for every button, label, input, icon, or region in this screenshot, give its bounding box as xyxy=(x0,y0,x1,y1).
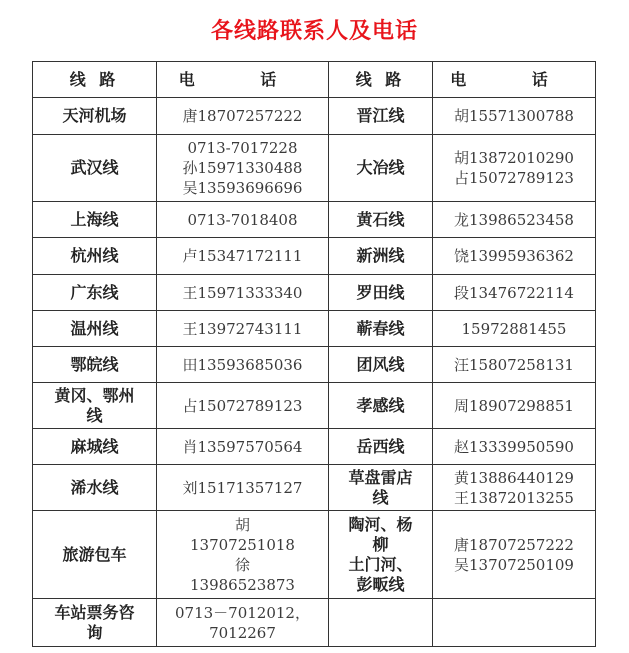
cell-phone-left xyxy=(157,511,329,599)
route-name: 杭州线 xyxy=(70,246,119,265)
phone-number: 田13593685036 xyxy=(182,355,303,374)
phone-number: 0713-7017228 xyxy=(187,139,298,157)
cell-phone-right xyxy=(433,311,596,347)
route-name: 上海线 xyxy=(70,209,119,229)
phone-number: 占15072789123 xyxy=(454,169,574,187)
route-name: 浠水线 xyxy=(70,477,119,497)
phone-number: 胡13872010290 xyxy=(454,149,574,167)
phone-number: 13986523873 xyxy=(190,575,295,594)
route-name: 蕲春线 xyxy=(356,318,405,338)
table-header-row xyxy=(33,62,596,98)
route-name: 土门河、 xyxy=(348,554,413,574)
cell-route-left xyxy=(33,202,157,238)
table-row xyxy=(33,347,596,383)
route-name: 麻城线 xyxy=(70,436,119,456)
header-phone-left: 电 话 xyxy=(157,62,329,98)
cell-phone-left xyxy=(157,275,329,311)
table-row xyxy=(33,383,596,429)
phone-number: 徐 xyxy=(234,555,250,574)
route-name: 彭畈线 xyxy=(356,574,405,594)
cell-route-left xyxy=(33,429,157,465)
phone-number: 13707251018 xyxy=(190,535,295,554)
phone-number: 吴13707250109 xyxy=(454,555,574,574)
cell-route-left xyxy=(33,311,157,347)
phone-number: 龙13986523458 xyxy=(454,210,574,229)
cell-route-right xyxy=(329,202,433,238)
phone-number: 占15072789123 xyxy=(182,396,303,415)
cell-route-right xyxy=(329,511,433,599)
cell-route-right xyxy=(329,465,433,511)
cell-route-left xyxy=(33,275,157,311)
route-name: 线 xyxy=(86,405,103,425)
cell-route-right xyxy=(329,311,433,347)
header-route-left: 线 路 xyxy=(33,62,157,98)
phone-number: 王13972743111 xyxy=(182,319,303,338)
phone-number: 王13872013255 xyxy=(454,488,574,507)
cell-route-right xyxy=(329,238,433,275)
table-row xyxy=(33,311,596,347)
route-name: 孝感线 xyxy=(356,395,405,415)
route-name: 广东线 xyxy=(70,282,119,302)
route-name: 黄石线 xyxy=(356,209,405,229)
phone-number: 孙15971330488 xyxy=(182,159,303,177)
route-name: 温州线 xyxy=(70,318,119,338)
phone-number: 肖13597570564 xyxy=(182,437,303,456)
cell-phone-left xyxy=(157,98,329,135)
phone-number: 唐18707257222 xyxy=(182,107,303,125)
table-row xyxy=(33,135,596,202)
table-body xyxy=(33,98,596,647)
phone-number: 饶13995936362 xyxy=(454,247,574,265)
cell-route-right xyxy=(329,98,433,135)
phone-number: 胡15571300788 xyxy=(454,107,574,125)
phone-number: 0713－7012012， xyxy=(175,603,310,622)
cell-phone-right xyxy=(433,238,596,275)
phone-number: 唐18707257222 xyxy=(454,535,574,554)
cell-phone-left xyxy=(157,135,329,202)
phone-number: 7012267 xyxy=(209,623,276,642)
cell-route-left xyxy=(33,347,157,383)
phone-number: 胡 xyxy=(234,515,250,534)
table-row xyxy=(33,599,596,647)
cell-phone-right xyxy=(433,98,596,135)
table-row xyxy=(33,238,596,275)
cell-route-left xyxy=(33,599,157,647)
route-name: 新洲线 xyxy=(356,246,405,265)
cell-phone-left xyxy=(157,599,329,647)
route-name: 晋江线 xyxy=(356,106,405,125)
table-row xyxy=(33,202,596,238)
cell-route-right xyxy=(329,383,433,429)
route-name: 询 xyxy=(86,622,103,642)
cell-phone-left xyxy=(157,383,329,429)
table-row xyxy=(33,275,596,311)
header-phone-right: 电 话 xyxy=(433,62,596,98)
route-name: 罗田线 xyxy=(356,282,405,302)
cell-route-right xyxy=(329,429,433,465)
page-title: 各线路联系人及电话 xyxy=(210,18,418,44)
cell-route-left xyxy=(33,98,157,135)
route-name: 线 xyxy=(372,487,389,507)
cell-route-left xyxy=(33,238,157,275)
route-name: 团风线 xyxy=(356,354,405,374)
cell-phone-left xyxy=(157,465,329,511)
cell-phone-right xyxy=(433,465,596,511)
phone-number: 周18907298851 xyxy=(454,396,574,415)
route-name: 柳 xyxy=(372,534,389,554)
phone-number: 刘15171357127 xyxy=(182,478,303,497)
cell-route-left xyxy=(33,465,157,511)
cell-route-right xyxy=(329,347,433,383)
cell-phone-right xyxy=(433,202,596,238)
cell-phone-right xyxy=(433,383,596,429)
cell-route-left xyxy=(33,383,157,429)
table-row xyxy=(33,429,596,465)
phone-number: 汪15807258131 xyxy=(454,355,574,374)
phone-number: 赵13339950590 xyxy=(454,437,574,456)
cell-phone-left xyxy=(157,429,329,465)
cell-route-right xyxy=(329,275,433,311)
table-row xyxy=(33,465,596,511)
phone-number: 王15971333340 xyxy=(182,283,303,302)
phone-number: 卢15347172111 xyxy=(182,247,303,265)
cell-route-right xyxy=(329,135,433,202)
cell-phone-left xyxy=(157,347,329,383)
phone-number: 黄13886440129 xyxy=(454,468,574,487)
phone-number: 15972881455 xyxy=(461,319,567,338)
route-name: 草盘雷店 xyxy=(348,467,413,487)
cell-phone-left xyxy=(157,202,329,238)
cell-phone-right xyxy=(433,599,596,647)
route-name: 旅游包车 xyxy=(62,544,127,564)
cell-phone-right xyxy=(433,429,596,465)
cell-phone-left xyxy=(157,311,329,347)
cell-phone-right xyxy=(433,511,596,599)
table-row xyxy=(33,98,596,135)
phone-number: 吴13593696696 xyxy=(182,179,303,197)
route-name: 鄂皖线 xyxy=(70,354,119,374)
cell-route-left xyxy=(33,135,157,202)
route-name: 陶河、杨 xyxy=(348,514,413,534)
contact-table xyxy=(32,61,596,647)
cell-phone-right xyxy=(433,347,596,383)
phone-number: 0713-7018408 xyxy=(187,210,298,229)
route-name: 大冶线 xyxy=(356,158,405,177)
cell-phone-right xyxy=(433,135,596,202)
header-route-right: 线 路 xyxy=(329,62,433,98)
table-row xyxy=(33,511,596,599)
route-name: 武汉线 xyxy=(70,158,119,177)
cell-phone-right xyxy=(433,275,596,311)
cell-route-right xyxy=(329,599,433,647)
route-name: 岳西线 xyxy=(356,436,405,456)
route-name: 黄冈、鄂州 xyxy=(54,385,135,405)
cell-phone-left xyxy=(157,238,329,275)
cell-route-left xyxy=(33,511,157,599)
phone-number: 段13476722114 xyxy=(454,283,574,302)
route-name: 车站票务咨 xyxy=(54,602,135,622)
route-name: 天河机场 xyxy=(62,106,127,125)
